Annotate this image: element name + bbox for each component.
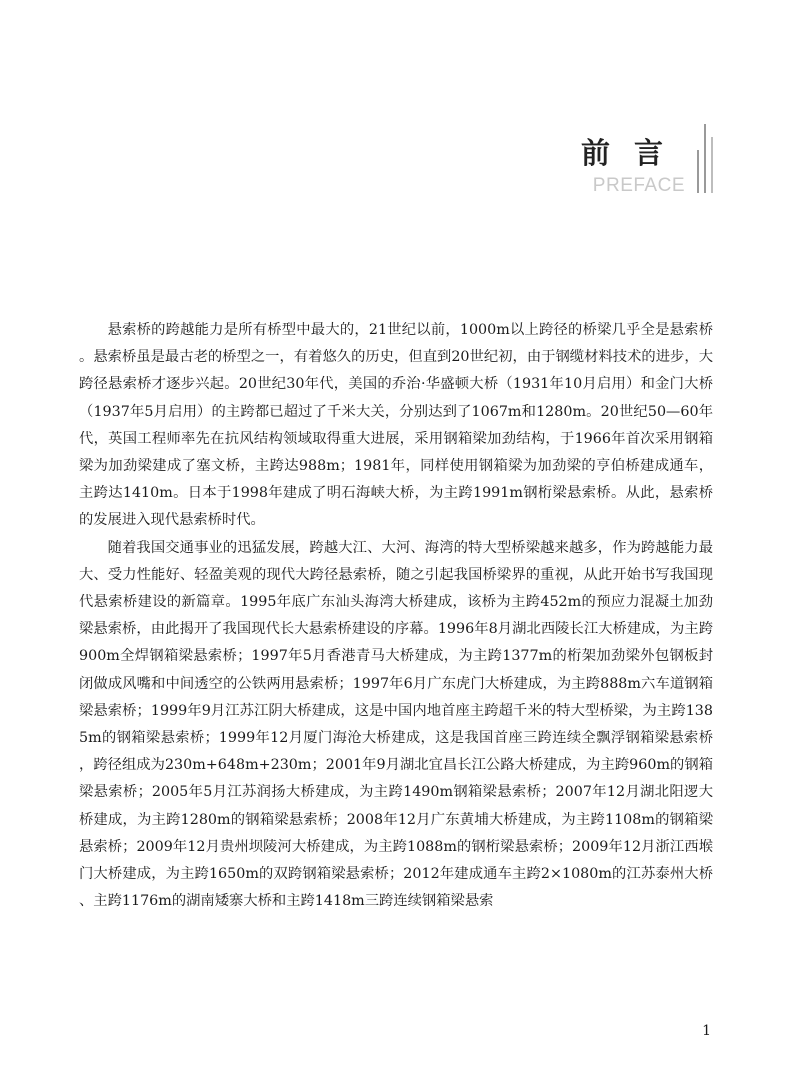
body-text <box>79 317 713 915</box>
decorative-rule <box>711 137 713 193</box>
page-header <box>0 0 790 210</box>
page-number: 1 <box>702 1023 711 1039</box>
paragraph: 悬索桥的跨越能力是所有桥型中最大的，21世纪以前，1000m以上跨径的桥梁几乎全是悬索桥。悬索桥虽是最古老的桥型之一，有着悠久的历史，但直到20世纪初，由于钢缆材料技术的进步，大跨径悬索桥才逐步兴起。20世纪30年代，美国的乔治·华盛顿大桥（1931年10月启用）和金门大桥（1937年5月启用）的主跨都已超过了千米大关，分别达到了1067m和1280m。20世纪50—60年代，英国工程师率先在抗风结构领域取得重大进展，采用钢箱梁加劲结构，于1966年首次采用钢箱梁为加劲梁建成了塞文桥，主跨达988m；1981年，同样使用钢箱梁为加劲梁的亨伯桥建成通车，主跨达1410m。日本于1998年建成了明石海峡大桥，为主跨1991m钢桁梁悬索桥。从此，悬索桥的发展进入现代悬索桥时代。 <box>79 322 713 529</box>
decorative-rule <box>704 124 706 193</box>
decorative-rule <box>697 150 699 193</box>
page-title: 前言 <box>580 136 687 170</box>
page-subtitle: PREFACE <box>592 175 685 196</box>
paragraph: 随着我国交通事业的迅猛发展，跨越大江、大河、海湾的特大型桥梁越来越多，作为跨越能力最大、受力性能好、轻盈美观的现代大跨径悬索桥，随之引起我国桥梁界的重视，从此开始书写我国现代悬索桥建设的新篇章。1995年底广东汕头海湾大桥建成，该桥为主跨452m的预应力混凝土加劲梁悬索桥，由此揭开了我国现代长大悬索桥建设的序幕。1996年8月湖北西陵长江大桥建成，为主跨900m全焊钢箱梁悬索桥；1997年5月香港青马大桥建成，为主跨1377m的桁架加劲梁外包钢板封闭做成风嘴和中间透空的公铁两用悬索桥；1997年6月广东虎门大桥建成，为主跨888m六车道钢箱梁悬索桥；1999年9月江苏江阴大桥建成，这是中国内地首座主跨超千米的特大型桥梁，为主跨1385m的钢箱梁悬索桥；1999年12月厦门海沧大桥建成，这是我国首座三跨连续全飘浮钢箱梁悬索桥，跨径组成为230m+648m+230m；2001年9月湖北宜昌长江公路大桥建成，为主跨960m的钢箱梁悬索桥；2005年5月江苏润扬大桥建成，为主跨1490m钢箱梁悬索桥；2007年12月湖北阳逻大桥建成，为主跨1280m的钢箱梁悬索桥；2008年12月广东黄埔大桥建成，为主跨1108m的钢箱梁悬索桥；2009年12月贵州坝陵河大桥建成，为主跨1088m的钢桁梁悬索桥；2009年12月浙江西堠门大桥建成，为主跨1650m的双跨钢箱梁悬索桥；2012年建成通车主跨2×1080m的江苏泰州大桥、主跨1176m的湖南矮寨大桥和主跨1418m三跨连续钢箱梁悬索 <box>79 539 713 910</box>
